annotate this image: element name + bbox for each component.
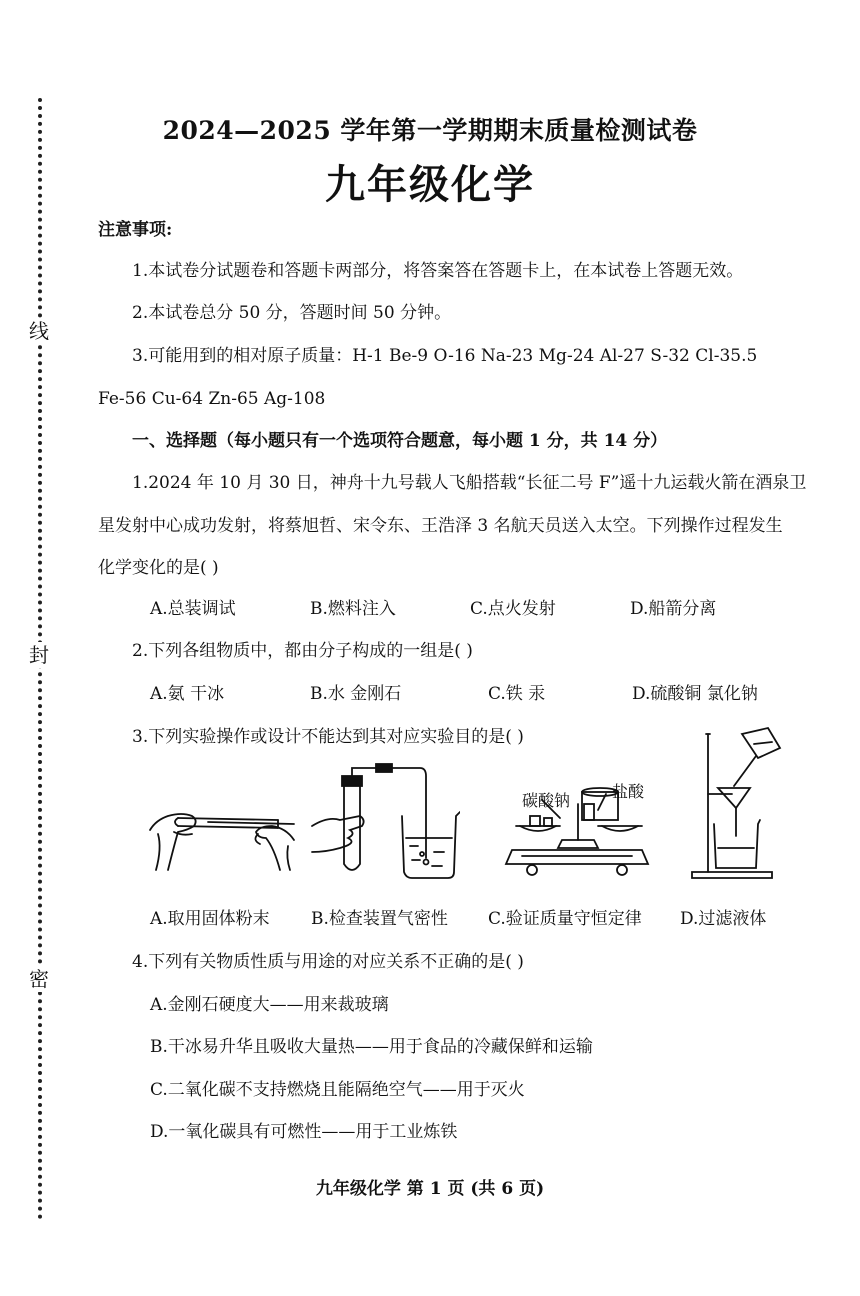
section-heading: 一、选择题（每小题只有一个选项符合题意，每小题 1 分，共 14 分） (132, 431, 668, 451)
binding-char-feng: 封 (26, 642, 52, 668)
exam-title: 2024—2025 学年第一学期期末质量检测试卷 (162, 116, 698, 145)
binding-char-mi: 密 (26, 966, 52, 992)
question-4-option-b: B.干冰易升华且吸收大量热——用于食品的冷藏保鲜和运输 (150, 1037, 593, 1057)
question-2-line-1: 2.下列各组物质中，都由分子构成的一组是( ) (132, 641, 473, 661)
question-2-option-c: C.铁 汞 (488, 684, 546, 704)
figure-c-label-sodium-carbonate: 碳酸钠 (522, 791, 571, 810)
question-4-option-d: D.一氧化碳具有可燃性——用于工业炼铁 (150, 1122, 458, 1142)
figure-d-filtration (688, 724, 788, 884)
binding-char-xian: 线 (26, 318, 52, 344)
question-2-option-b: B.水 金刚石 (310, 684, 402, 704)
notice-item-3-cont: Fe-56 Cu-64 Zn-65 Ag-108 (98, 389, 326, 409)
notice-item-1: 1.本试卷分试题卷和答题卡两部分，将答案答在答题卡上，在本试卷上答题无效。 (132, 261, 744, 281)
question-1-option-b: B.燃料注入 (310, 599, 396, 619)
figure-b-airtightness (310, 760, 460, 882)
question-3-option-d: D.过滤液体 (680, 909, 767, 929)
question-4-option-c: C.二氧化碳不支持燃烧且能隔绝空气——用于灭火 (150, 1080, 525, 1100)
question-4-option-a: A.金刚石硬度大——用来裁玻璃 (150, 995, 389, 1015)
question-2-option-d: D.硫酸铜 氯化钠 (632, 684, 758, 704)
figure-c-label-hydrochloric-acid: 盐酸 (612, 782, 645, 801)
question-4-line-1: 4.下列有关物质性质与用途的对应关系不正确的是( ) (132, 952, 524, 972)
question-2-option-a: A.氨 干冰 (150, 684, 225, 704)
question-1-option-c: C.点火发射 (470, 599, 556, 619)
figure-a-powder-sampling (148, 790, 296, 872)
subject-title: 九年级化学 (325, 161, 535, 208)
question-1-line-1: 1.2024 年 10 月 30 日，神舟十九号载人飞船搭载“长征二号 F”遥十九运载火箭在酒泉卫 (132, 473, 807, 493)
question-1-line-3: 化学变化的是( ) (98, 558, 219, 578)
question-3-line-1: 3.下列实验操作或设计不能达到其对应实验目的是( ) (132, 727, 524, 747)
question-1-option-a: A.总装调试 (150, 599, 236, 619)
question-3-option-b: B.检查装置气密性 (311, 909, 448, 929)
notice-heading: 注意事项: (98, 220, 173, 240)
question-1-line-2: 星发射中心成功发射，将蔡旭哲、宋令东、王浩泽 3 名航天员送入太空。下列操作过程发生 (98, 516, 783, 536)
notice-item-3: 3.可能用到的相对原子质量：H-1 Be-9 O-16 Na-23 Mg-24 Al-27 S-32 Cl-35.5 (132, 346, 758, 366)
question-3-option-a: A.取用固体粉末 (150, 909, 270, 929)
question-3-option-c: C.验证质量守恒定律 (488, 909, 642, 929)
notice-item-2: 2.本试卷总分 50 分，答题时间 50 分钟。 (132, 303, 452, 323)
question-1-option-d: D.船箭分离 (630, 599, 717, 619)
page-footer: 九年级化学 第 1 页 (共 6 页) (315, 1179, 545, 1199)
